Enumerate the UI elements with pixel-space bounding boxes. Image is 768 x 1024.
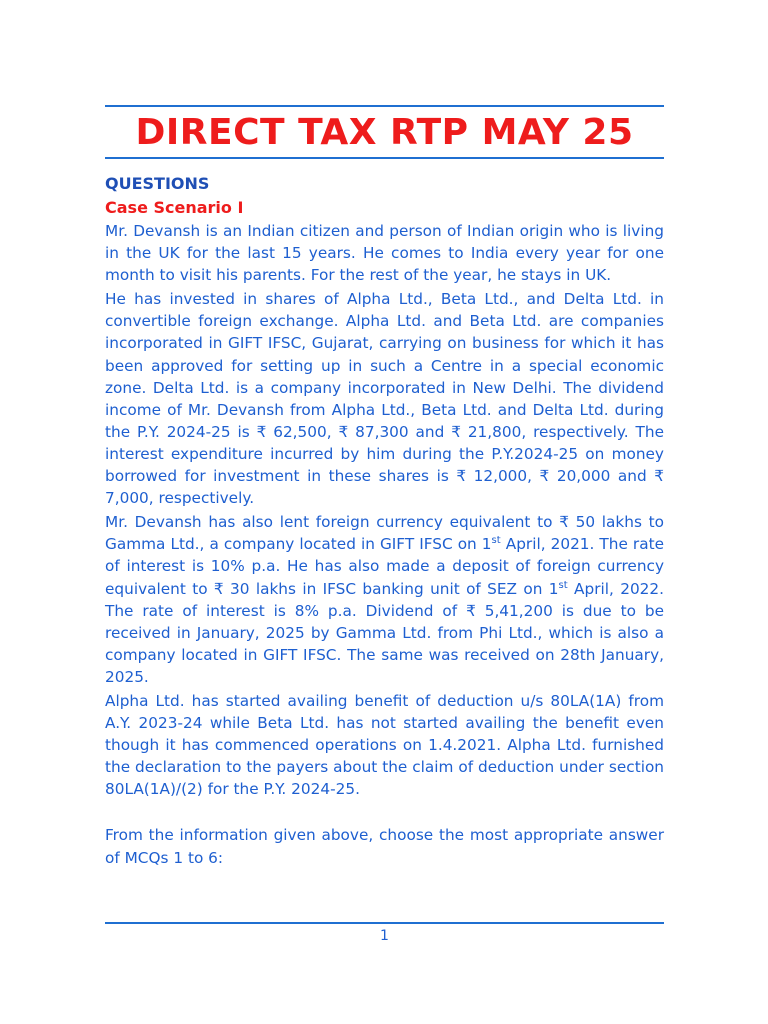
superscript-st-2: st: [558, 579, 568, 591]
paragraph-3: [105, 511, 664, 688]
paragraph-3-part-a: Mr. Devansh has also lent foreign currency equivalent to ₹ 50 lakhs to Gamma Ltd., a company located in GIFT IFSC on 1: [105, 513, 664, 554]
paragraph-3-part-b: April, 2021. The rate of interest is 10% p.a. He has also made a deposit of foreign currency equivalent to ₹ 30 lakhs in IFSC banking unit of SEZ on 1: [105, 535, 664, 598]
paragraph-5: From the information given above, choose the most appropriate answer of MCQs 1 to 6:: [105, 826, 664, 867]
top-rule-lower: [105, 157, 664, 159]
paragraph-2: He has invested in shares of Alpha Ltd., Beta Ltd., and Delta Ltd. in convertible foreign exchange. Alpha Ltd. and Beta Ltd. are companies incorporated in GIFT IFSC, Gujarat, carrying on business for which it has been approved for setting up in such a Centre in a special economic zone. Delta Ltd. is a company incorporated in New Delhi. The dividend income of Mr. Devansh from Alpha Ltd., Beta Ltd. and Delta Ltd. during the P.Y. 2024-25 is ₹ 62,500, ₹ 87,300 and ₹ 21,800, respectively. The interest expenditure incurred by him during the P.Y.2024-25 on money borrowed for investment in these shares is ₹ 12,000, ₹ 20,000 and ₹ 7,000, respectively.: [105, 290, 664, 508]
paragraph-1: Mr. Devansh is an Indian citizen and person of Indian origin who is living in the UK for the last 15 years. He comes to India every year for one month to visit his parents. For the rest of the year, he stays in UK.: [105, 222, 664, 285]
top-rule-upper: [105, 105, 664, 107]
section-heading: QUESTIONS: [105, 174, 210, 193]
superscript-st-1: st: [491, 535, 501, 547]
case-heading: Case Scenario I: [105, 198, 244, 217]
paragraph-3-part-c: April, 2022. The rate of interest is 8% p.a. Dividend of ₹ 5,41,200 is due to be received in January, 2025 by Gamma Ltd. from Phi Ltd., which is also a company located in GIFT IFSC. The same was received on 28th January, 2025.: [105, 579, 665, 686]
paragraph-4: Alpha Ltd. has started availing benefit of deduction u/s 80LA(1A) from A.Y. 2023-24 while Beta Ltd. has not started availing the benefit even though it has commenced operations on 1.4.2021. Alpha Ltd. furnished the declaration to the payers about the claim of deduction under section 80LA(1A)/(2) for the P.Y. 2024-25.: [105, 691, 664, 799]
footer-rule: [105, 922, 664, 924]
document-body: [105, 172, 664, 871]
paragraph-gap: [105, 802, 664, 824]
page-number: 1: [380, 928, 389, 944]
page-title: DIRECT TAX RTP MAY 25: [135, 112, 634, 153]
